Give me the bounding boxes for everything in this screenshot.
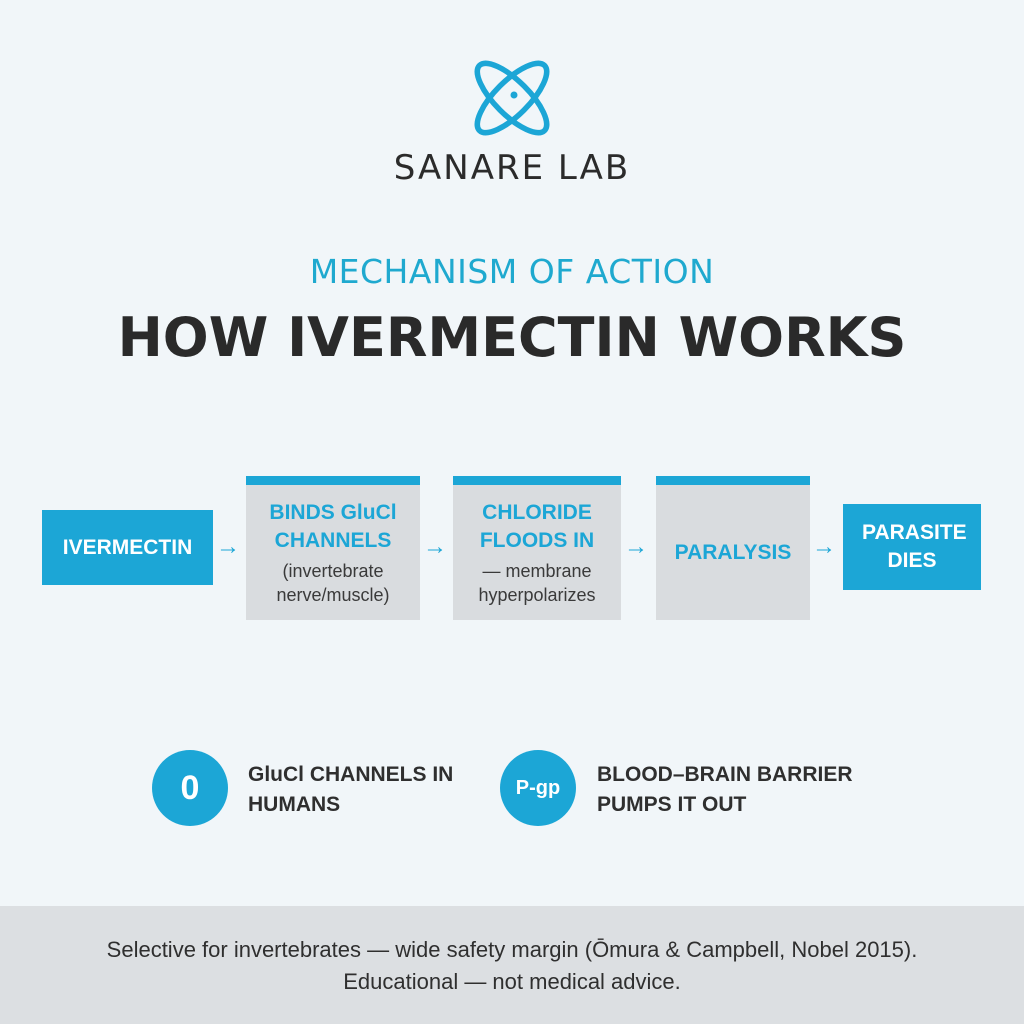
fact-badge-pgp-text: P-gp [515,776,561,799]
flow-step-binds-glucl-note: (invertebrate nerve/muscle) [276,560,390,605]
flow-step-chloride-floods-note: — membrane hyperpolarizes [478,560,596,605]
fact-text-glucl-humans: GluCl CHANNELS IN HUMANS [248,763,454,816]
footer-line-2: Educational — not medical advice. [343,969,681,994]
page-title: HOW IVERMECTIN WORKS [117,306,907,369]
flow-arrow-3: → [624,533,648,560]
flow-arrow-4: → [812,533,836,560]
atom-orbit-icon [462,48,562,148]
fact-badge-zero-text: 0 [180,768,200,807]
flow-step-binds-glucl [246,476,420,620]
flow-step-paralysis [656,476,810,620]
fact-text-bbb-pump: BLOOD–BRAIN BARRIER PUMPS IT OUT [597,763,853,816]
fact-badge-zero [152,750,228,826]
flow-step-chloride-floods [453,476,621,620]
brand-name: SANARE LAB [393,148,631,188]
fact-badge-pgp [500,750,576,826]
footer-line-1: Selective for invertebrates — wide safety margin (Ōmura & Campbell, Nobel 2015). [106,937,918,962]
flow-step-paralysis-label: PARALYSIS [674,540,792,564]
flow-step-chloride-floods-label: CHLORIDE FLOODS IN [479,500,595,552]
footer-disclaimer [0,906,1024,1024]
page-subtitle: MECHANISM OF ACTION [309,252,715,291]
flow-step-binds-glucl-label: BINDS GluCl CHANNELS [269,500,397,552]
flow-step-parasite-dies [843,504,981,590]
flow-arrow-1: → [216,533,240,560]
flow-step-ivermectin-label: IVERMECTIN [62,535,193,559]
flow-step-parasite-dies-label: PARASITE DIES [862,521,967,572]
flow-step-ivermectin [42,510,213,585]
flow-arrow-2: → [423,533,447,560]
